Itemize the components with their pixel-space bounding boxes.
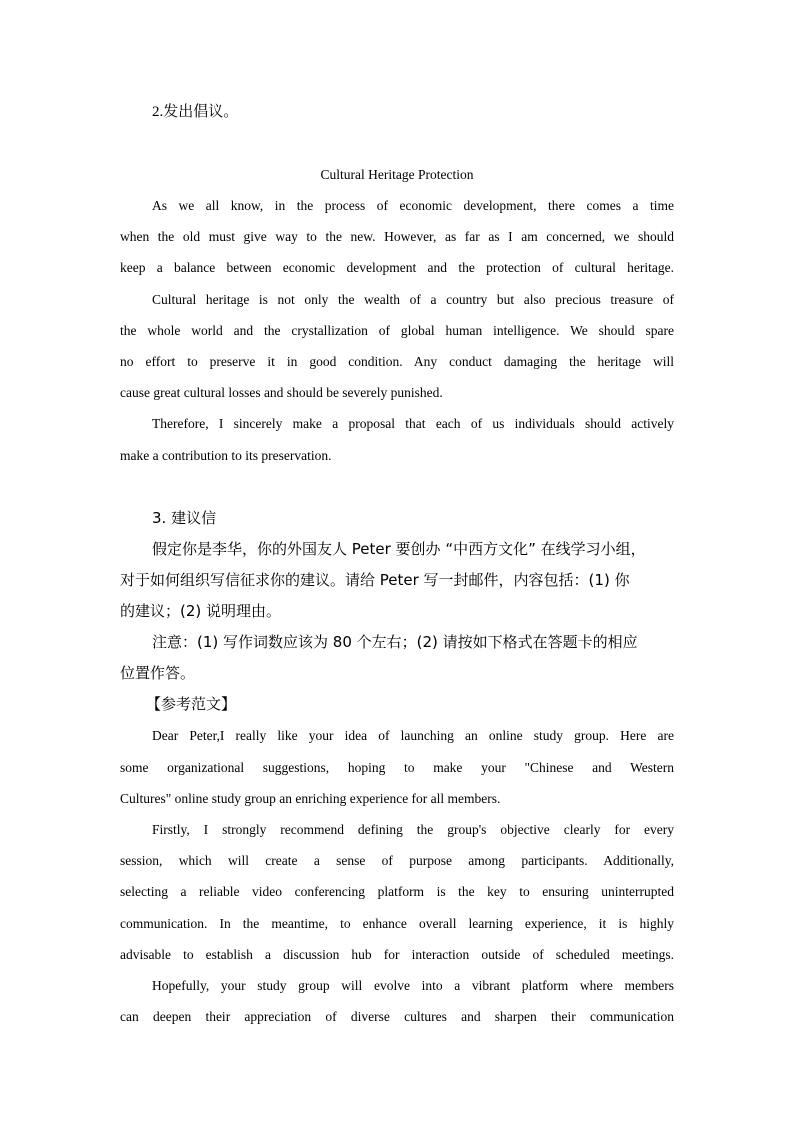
essay-line: make a contribution to its preservation. bbox=[120, 448, 332, 463]
essay-line: keep a balance between economic development and the protection of cultural heritage. bbox=[120, 260, 674, 275]
sample-line: some organizational suggestions, hoping to make your "Chinese and Western bbox=[120, 760, 674, 775]
section-heading: 3. 建议信 bbox=[152, 509, 217, 527]
sample-line: advisable to establish a discussion hub for interaction outside of scheduled meetings. bbox=[120, 947, 674, 962]
prompt-line: 注意：(1) 写作词数应该为 80 个左右；(2) 请按如下格式在答题卡的相应 bbox=[152, 633, 638, 651]
essay-line: As we all know, in the process of economic development, there comes a time bbox=[152, 198, 674, 213]
essay-line: Therefore, I sincerely make a proposal that each of us individuals should actively bbox=[152, 416, 674, 431]
essay-line: no effort to preserve it in good condition. Any conduct damaging the heritage will bbox=[120, 354, 674, 369]
sample-line: can deepen their appreciation of diverse cultures and sharpen their communication bbox=[120, 1009, 674, 1024]
essay-line: the whole world and the crystallization of global human intelligence. We should spare bbox=[120, 323, 674, 338]
prompt-line: 位置作答。 bbox=[120, 664, 196, 682]
sample-line: Hopefully, your study group will evolve into a vibrant platform where members bbox=[152, 978, 674, 993]
sample-line: communication. In the meantime, to enhance overall learning experience, it is highly bbox=[120, 916, 674, 931]
sample-line: selecting a reliable video conferencing platform is the key to ensuring uninterrupted bbox=[120, 884, 674, 899]
essay-line: Cultural heritage is not only the wealth of a country but also precious treasure of bbox=[152, 292, 674, 307]
sample-line: Firstly, I strongly recommend defining the group's objective clearly for every bbox=[152, 822, 674, 837]
prompt-line: 的建议；(2) 说明理由。 bbox=[120, 602, 282, 620]
section-heading: 2.发出倡议。 bbox=[152, 104, 239, 120]
sample-essay-label: 【参考范文】 bbox=[146, 695, 237, 713]
sample-line: Cultures" online study group an enriching experience for all members. bbox=[120, 791, 501, 806]
sample-line: Dear Peter,I really like your idea of launching an online study group. Here are bbox=[152, 728, 674, 743]
prompt-line: 假定你是李华，你的外国友人 Peter 要创办 “中西方文化” 在线学习小组， bbox=[152, 540, 646, 558]
essay-line: cause great cultural losses and should be severely punished. bbox=[120, 385, 443, 400]
essay-title: Cultural Heritage Protection bbox=[320, 167, 474, 182]
essay-line: when the old must give way to the new. However, as far as I am concerned, we should bbox=[120, 229, 674, 244]
prompt-line: 对于如何组织写信征求你的建议。请给 Peter 写一封邮件，内容包括：(1) 你 bbox=[120, 571, 630, 589]
sample-line: session, which will create a sense of purpose among participants. Additionally, bbox=[120, 853, 674, 868]
